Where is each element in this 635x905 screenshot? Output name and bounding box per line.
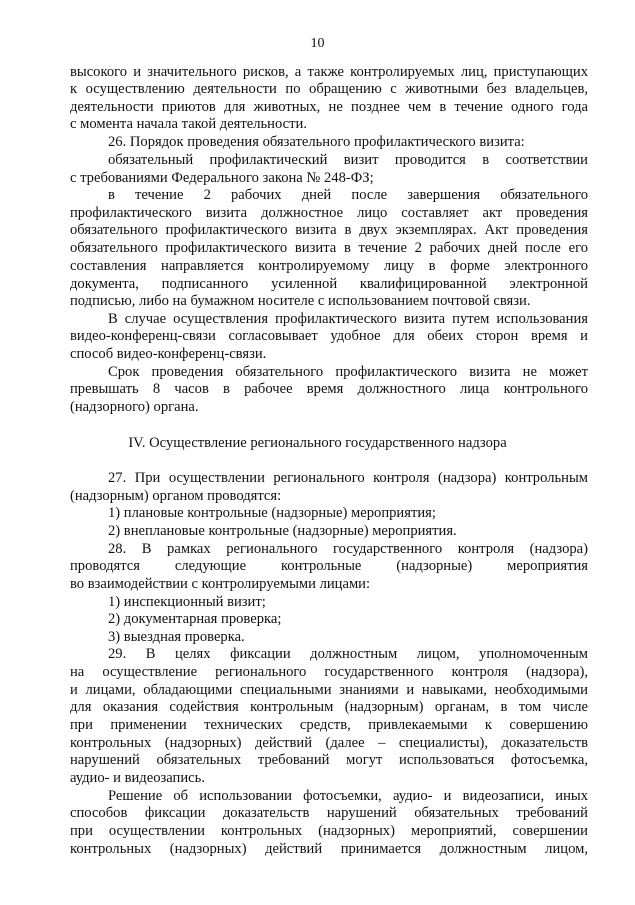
text-line: В случае осуществления профилактического визита путем использования [108, 311, 588, 327]
text-line: высокого и значительного рисков, а также контролируемых лиц, приступающих [70, 64, 588, 80]
text-line: обязательный профилактический визит проводится в соответствии [108, 152, 588, 168]
text-line: подписью, либо на бумажном носителе с использованием почтовой связи. [70, 293, 531, 309]
text-line: при применении технических средств, привлекаемыми к совершению [70, 717, 588, 733]
text-line: с требованиями Федерального закона № 248-ФЗ; [70, 170, 374, 186]
text-line: 26. Порядок проведения обязательного профилактического визита: [108, 134, 525, 150]
text-line: при осуществлении контрольных (надзорных) мероприятий, совершении [70, 823, 588, 839]
text-line: профилактического визита должностное лицо составляет акт проведения [70, 205, 588, 221]
text-line: аудио- и видеозапись. [70, 770, 205, 786]
text-line: контрольных (надзорных) действий (далее – специалисты), доказательств [70, 735, 588, 751]
section-heading: IV. Осуществление регионального государственного надзора [128, 435, 507, 451]
text-line: документа, подписанного усиленной квалифицированной электронной [70, 276, 588, 292]
text-line: проводятся следующие контрольные (надзорные) мероприятия [70, 558, 588, 574]
text-line: 29. В целях фиксации должностным лицом, уполномоченным [108, 646, 588, 662]
text-line: Срок проведения обязательного профилактического визита не может [108, 364, 588, 380]
text-line: во взаимодействии с контролируемыми лицами: [70, 576, 371, 592]
text-line: превышать 8 часов в рабочее время должностного лица контрольного [70, 381, 588, 397]
text-line: составления направляется контролируемому лицу в форме электронного [70, 258, 588, 274]
text-line: обязательного профилактического визита в двух экземплярах. Акт проведения [70, 222, 588, 238]
text-line: нарушений обязательных требований могут использоваться фотосъемка, [70, 752, 588, 768]
text-line: деятельности приютов для животных, не позднее чем в течение одного года [70, 99, 588, 115]
text-line: 2) внеплановые контрольные (надзорные) мероприятия. [108, 523, 457, 539]
text-line: 2) документарная проверка; [108, 611, 282, 627]
text-line: 3) выездная проверка. [108, 629, 245, 645]
text-line: с момента начала такой деятельности. [70, 116, 307, 132]
text-line: к осуществлению деятельности по обращению с животными без владельцев, [70, 81, 588, 97]
text-line: на осуществление регионального государственного контроля (надзора), [70, 664, 588, 680]
text-line: (надзорного) органа. [70, 399, 199, 415]
text-line: 1) инспекционный визит; [108, 594, 266, 610]
text-line: (надзорным) органом проводятся: [70, 488, 282, 504]
text-line: обязательного профилактического визита в течение 2 рабочих дней после его [70, 240, 588, 256]
text-line: и лицами, обладающими специальными знаниями и навыками, необходимыми [70, 682, 588, 698]
text-line: для оказания содействия контрольным (надзорным) органам, в том числе [70, 699, 588, 715]
text-line: 27. При осуществлении регионального контроля (надзора) контрольным [108, 470, 588, 486]
text-line: способ видео-конференц-связи. [70, 346, 267, 362]
text-line: способов фиксации доказательств нарушений обязательных требований [70, 805, 588, 821]
text-line: 28. В рамках регионального государственного контроля (надзора) [108, 541, 588, 557]
text-line: в течение 2 рабочих дней после завершения обязательного [108, 187, 588, 203]
page-number: 10 [310, 36, 325, 51]
text-line: Решение об использовании фотосъемки, аудио- и видеозаписи, иных [108, 788, 588, 804]
text-line: 1) плановые контрольные (надзорные) мероприятия; [108, 505, 436, 521]
text-line: контрольных (надзорных) действий принимается должностным лицом, [70, 841, 588, 857]
text-line: видео-конференц-связи согласовывает удобное для обеих сторон время и [70, 328, 588, 344]
